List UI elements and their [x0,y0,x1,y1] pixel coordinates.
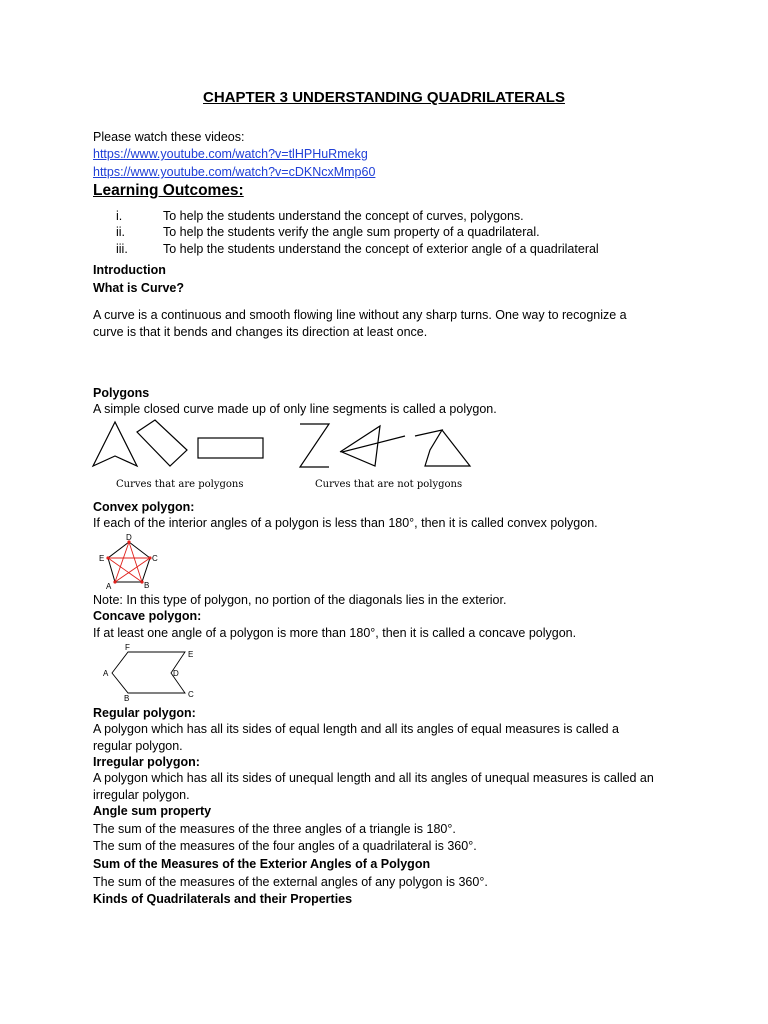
convex-heading: Convex polygon: [93,500,195,514]
outcome-text: To help the students understand the concept of curves, polygons. [163,209,524,223]
rotated-rectangle-polygon [137,420,187,466]
page-title: CHAPTER 3 UNDERSTANDING QUADRILATERALS [203,89,565,106]
outcome-number: i. [116,209,123,223]
convex-pentagon-figure [96,533,166,591]
arrowhead-polygon [93,422,137,466]
concave-text: If at least one angle of a polygon is more than 180°, then it is called a concave polygon. [93,626,577,640]
vertex-label: C [188,690,194,699]
vertex-label: D [173,669,179,678]
vertex-label: B [144,581,150,590]
irregular-heading: Irregular polygon: [93,755,200,769]
angle-sum-line: The sum of the measures of the three angles of a triangle is 180°. [93,822,456,836]
crossed-curve [300,424,329,467]
outcome-text: To help the students verify the angle sum property of a quadrilateral. [163,225,540,239]
concave-heading: Concave polygon: [93,609,202,623]
outcome-number: ii. [116,225,126,239]
polygons-text: A simple closed curve made up of only line segments is called a polygon. [93,402,497,416]
caption-not-polygons: Curves that are not polygons [315,479,463,490]
polygons-heading: Polygons [93,386,150,400]
rectangle-polygon [198,438,263,458]
concave-polygon-figure [100,641,200,703]
convex-note: Note: In this type of polygon, no portion of the diagonals lies in the exterior. [93,593,507,607]
vertex-label: F [125,643,130,652]
introduction-heading: Introduction [93,263,166,277]
exterior-angles-heading: Sum of the Measures of the Exterior Angles of a Polygon [93,857,431,871]
vertex-label: C [152,554,158,563]
regular-text-line: regular polygon. [93,739,183,753]
curve-text-line: A curve is a continuous and smooth flowing line without any sharp turns. One way to recognize a [93,308,627,322]
vertex-label: A [106,582,112,591]
outcome-number: iii. [116,242,128,256]
learning-outcomes-heading: Learning Outcomes: [93,182,244,199]
videos-intro: Please watch these videos: [93,130,245,144]
irregular-text-line: irregular polygon. [93,788,190,802]
convex-text: If each of the interior angles of a polygon is less than 180°, then it is called convex polygon. [93,516,598,530]
vertex-label: D [126,533,132,542]
outcome-text: To help the students understand the concept of exterior angle of a quadrilateral [163,242,599,256]
video-link-2[interactable]: https://www.youtube.com/watch?v=cDKNcxMmp60 [93,165,376,179]
regular-heading: Regular polygon: [93,706,196,720]
vertex-label: A [103,669,109,678]
angle-sum-line: The sum of the measures of the four angles of a quadrilateral is 360°. [93,839,477,853]
curve-text-line: curve is that it bends and changes its direction at least once. [93,325,428,339]
regular-text-line: A polygon which has all its sides of equal length and all its angles of equal measures is called a [93,722,620,736]
irregular-text-line: A polygon which has all its sides of unequal length and all its angles of unequal measures is called an [93,771,654,785]
polygon-examples-figure [90,418,480,494]
video-link-1[interactable]: https://www.youtube.com/watch?v=tlHPHuRmekg [93,147,368,161]
kinds-of-quadrilaterals-heading: Kinds of Quadrilaterals and their Properties [93,892,353,906]
star-open-curve [340,426,405,466]
vertex-label: E [99,554,105,563]
exterior-angles-text: The sum of the measures of the external angles of any polygon is 360°. [93,875,488,889]
vertex-label: B [124,694,130,703]
open-triangle-curve [415,430,470,466]
caption-polygons: Curves that are polygons [116,479,244,490]
curve-heading: What is Curve? [93,281,184,295]
vertex-label: E [188,650,194,659]
angle-sum-heading: Angle sum property [93,804,212,818]
